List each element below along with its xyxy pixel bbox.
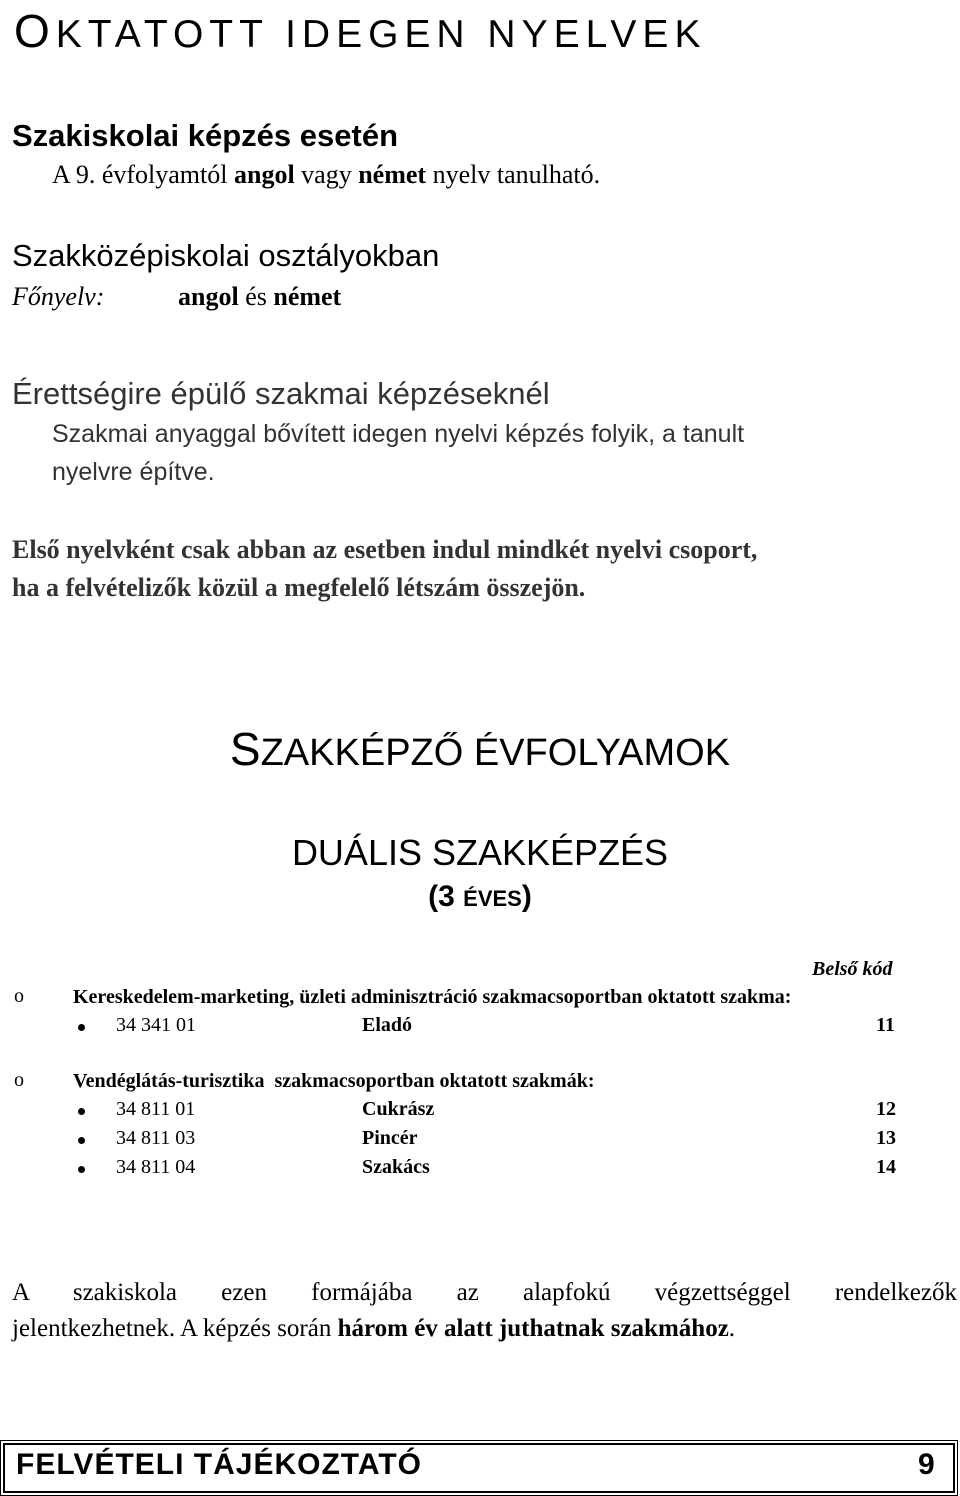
- graduation-line-1: Szakmai anyaggal bővített idegen nyelvi képzés folyik, a tanult: [52, 420, 745, 448]
- closing-line-2-start: jelentkezhetnek. A képzés során: [12, 1315, 338, 1342]
- bullet-icon: [78, 1024, 85, 1031]
- qualification-number: 34 811 04: [116, 1156, 196, 1178]
- vocational-lang1: angol: [233, 160, 295, 189]
- note-line-1: Első nyelvként csak abban az esetben indul mindkét nyelvi csoport,: [12, 535, 758, 564]
- vocational-heading: Szakiskolai képzés esetén: [12, 118, 399, 153]
- vocational-text: [52, 160, 600, 190]
- duration-word: ÉVES: [463, 886, 522, 911]
- duration-close: ): [521, 880, 532, 913]
- qualification-code: 12: [876, 1098, 896, 1120]
- qualification-number: 34 811 01: [116, 1098, 196, 1120]
- footer-title: FELVÉTELI TÁJÉKOZTATÓ: [16, 1448, 422, 1481]
- page-title: [14, 4, 706, 58]
- section-title-first-letter: S: [229, 723, 261, 775]
- closing-line-2: [12, 1311, 735, 1347]
- qualification-code: 11: [876, 1014, 895, 1036]
- main-language-conj: és: [245, 282, 267, 311]
- vocational-lang2: német: [358, 160, 427, 189]
- qualification-code: 14: [876, 1156, 896, 1178]
- closing-line-2-end: .: [728, 1315, 736, 1342]
- qualification-name: Eladó: [362, 1014, 413, 1036]
- duration-title: [0, 880, 960, 914]
- graduation-heading: Érettségire épülő szakmai képzéseknél: [12, 376, 550, 411]
- main-language-2: német: [273, 282, 342, 311]
- group-marker: o: [14, 985, 24, 1007]
- duration-open: (3: [428, 880, 464, 913]
- closing-line-2-bold: három év alatt juthatnak szakmához: [337, 1315, 729, 1342]
- qualification-name: Szakács: [362, 1156, 430, 1178]
- vocational-text-end: nyelv tanulható.: [426, 160, 601, 189]
- page-title-first-letter: O: [14, 5, 56, 57]
- internal-code-header: Belső kód: [812, 958, 893, 980]
- qualification-code: 13: [876, 1127, 896, 1149]
- qualification-number: 34 341 01: [116, 1014, 196, 1036]
- qualification-number: 34 811 03: [116, 1127, 196, 1149]
- bullet-icon: [78, 1137, 85, 1144]
- page-number: 9: [918, 1448, 935, 1481]
- main-languages: [178, 282, 341, 312]
- group-title: Kereskedelem-marketing, üzleti adminisztráció szakmacsoportban oktatott szakma:: [73, 986, 792, 1008]
- vocational-text-start: A 9. évfolyamtól: [52, 160, 234, 189]
- qualification-name: Cukrász: [362, 1098, 435, 1120]
- qualification-name: Pincér: [362, 1127, 418, 1149]
- page-title-rest: KTATOTT IDEGEN NYELVEK: [55, 13, 707, 56]
- closing-line-1: A szakiskola ezen formájába az alapfokú végzettséggel rendelkezők: [12, 1279, 957, 1306]
- dual-training-title: DUÁLIS SZAKKÉPZÉS: [291, 832, 669, 873]
- graduation-line-2: nyelvre építve.: [52, 458, 215, 486]
- group-marker: o: [14, 1069, 24, 1091]
- bullet-icon: [78, 1108, 85, 1115]
- bullet-icon: [78, 1166, 85, 1173]
- secondary-heading: Szakközépiskolai osztályokban: [12, 238, 440, 273]
- note-line-2: ha a felvételizők közül a megfelelő létszám összejön.: [12, 573, 586, 602]
- main-language-1: angol: [178, 282, 239, 311]
- main-language-label: Főnyelv:: [12, 282, 105, 311]
- vocational-text-mid: vagy: [294, 160, 359, 189]
- section-title-rest: ZAKKÉPZŐ ÉVFOLYAMOK: [260, 732, 731, 774]
- section-title: [0, 722, 960, 776]
- group-title: Vendéglátás-turisztika szakmacsoportban oktatott szakmák:: [73, 1070, 595, 1092]
